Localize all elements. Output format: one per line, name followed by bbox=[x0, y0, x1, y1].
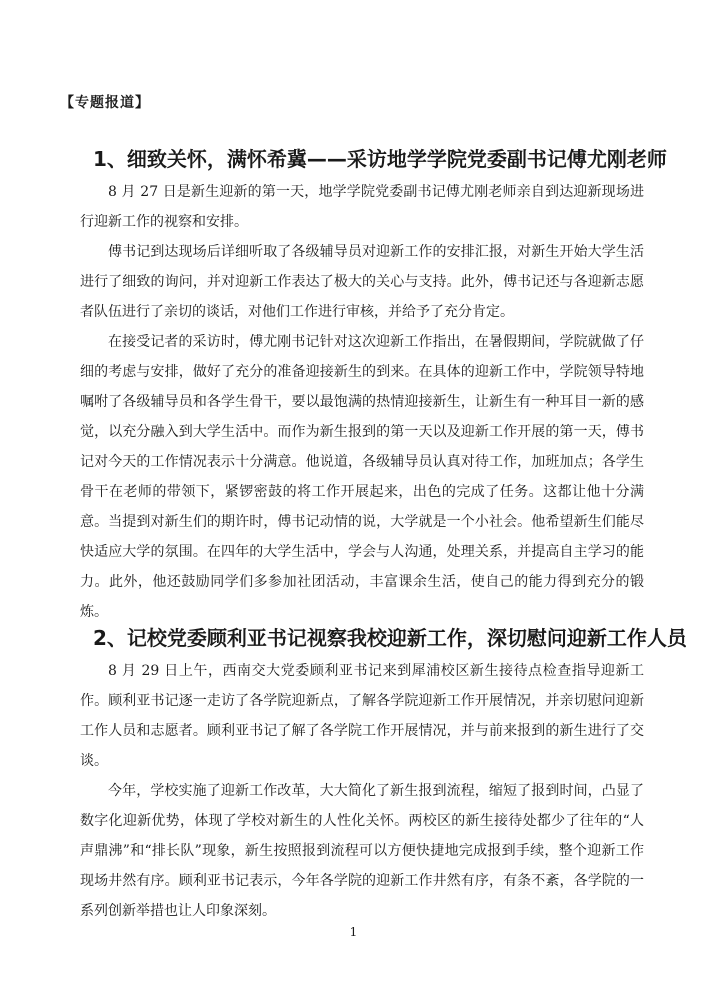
article-1-paragraph: 8 月 27 日是新生迎新的第一天，地学学院党委副书记傅尤刚老师亲自到达迎新现场进行迎新工作的视察和安排。 bbox=[80, 184, 644, 230]
article-2-title: 2、记校党委顾利亚书记视察我校迎新工作，深切慰问迎新工作人员 bbox=[93, 626, 687, 650]
article-2-paragraph: 今年，学校实施了迎新工作改革，大大简化了新生报到流程，缩短了报到时间，凸显了数字化迎新优势，体现了学校对新生的人性化关怀。两校区的新生接待处都少了往年的“人声鼎沸”和“排长队”现象，新生按照报到流程可以方便快捷地完成报到手续，整个迎新工作现场井然有序。顾利亚书记表示，今年各学院的迎新工作井然有序，有条不紊，各学院的一系列创新举措也让人印象深刻。 bbox=[80, 783, 644, 919]
article-1-paragraph: 傅书记到达现场后详细听取了各级辅导员对迎新工作的安排汇报，对新生开始大学生活进行了细致的询问，并对迎新工作表达了极大的关心与支持。此外，傅书记还与各迎新志愿者队伍进行了亲切的谈话，对他们工作进行审核，并给予了充分肯定。 bbox=[80, 244, 644, 320]
page-number: 1 bbox=[349, 925, 358, 939]
article-1-body bbox=[80, 177, 644, 627]
section-tag: 【专题报道】 bbox=[60, 95, 150, 111]
article-1-paragraph: 在接受记者的采访时，傅尤刚书记针对这次迎新工作指出，在暑假期间，学院就做了仔细的考虑与安排，做好了充分的准备迎接新生的到来。在具体的迎新工作中，学院领导特地嘱咐了各级辅导员和各学生骨干，要以最饱满的热情迎接新生，让新生有一种耳目一新的感觉，以充分融入到大学生活中。而作为新生报到的第一天以及迎新工作开展的第一天，傅书记对今天的工作情况表示十分满意。他说道，各级辅导员认真对待工作，加班加点；各学生骨干在老师的带领下，紧锣密鼓的将工作开展起来，出色的完成了任务。这都让他十分满意。当提到对新生们的期许时，傅书记动情的说，大学就是一个小社会。他希望新生们能尽快适应大学的氛围。在四年的大学生活中，学会与人沟通，处理关系，并提高自主学习的能力。此外，他还鼓励同学们多参加社团活动，丰富课余生活，使自己的能力得到充分的锻炼。 bbox=[80, 334, 644, 620]
article-1-title: 1、细致关怀，满怀希冀——采访地学学院党委副书记傅尤刚老师 bbox=[93, 147, 667, 171]
article-2-paragraph: 8 月 29 日上午，西南交大党委顾利亚书记来到犀浦校区新生接待点检查指导迎新工作。顾利亚书记逐一走访了各学院迎新点，了解各学院迎新工作开展情况，并亲切慰问迎新工作人员和志愿者。顾利亚书记了解了各学院工作开展情况，并与前来报到的新生进行了交谈。 bbox=[80, 663, 644, 769]
article-2-body bbox=[80, 656, 644, 926]
